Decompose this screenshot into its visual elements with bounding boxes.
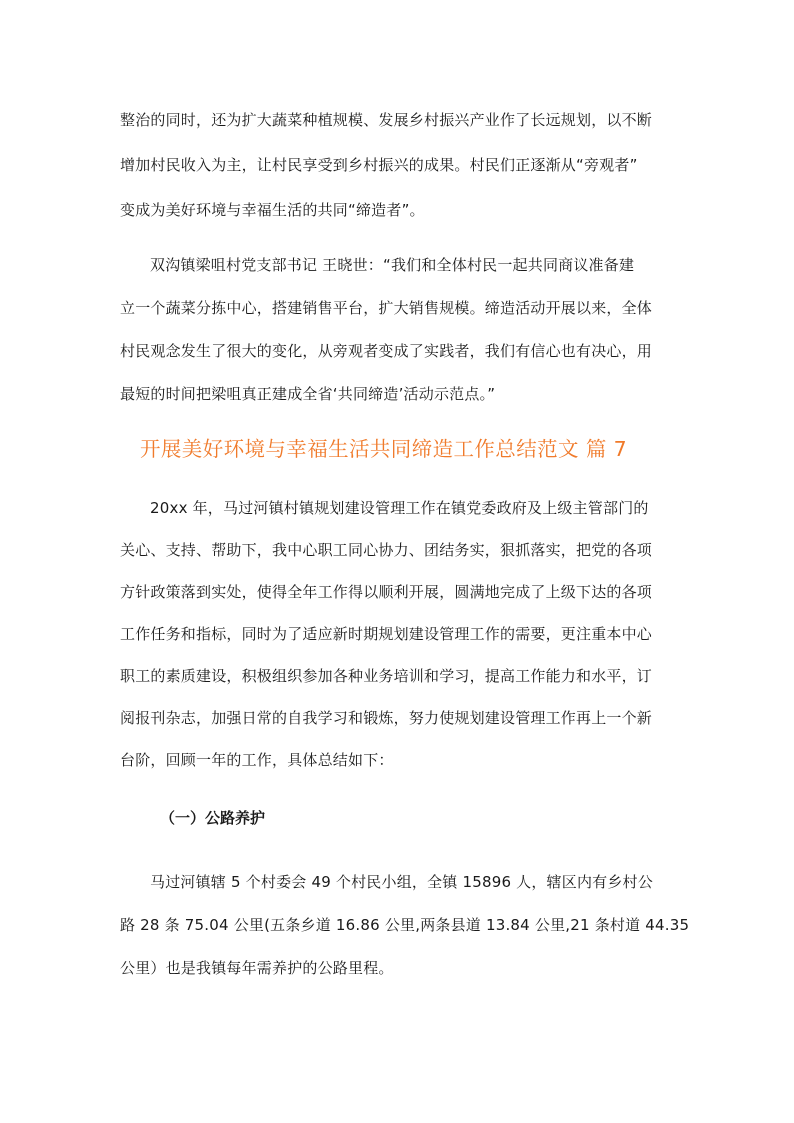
paragraph-line: 阅报刊杂志，加强日常的自我学习和锻炼，努力使规划建设管理工作再上一个新: [120, 709, 653, 727]
subheading-road-maintenance: （一）公路养护: [160, 809, 266, 827]
paragraph-1: [120, 110, 676, 245]
paragraph-line: 20xx 年，马过河镇村镇规划建设管理工作在镇党委政府及上级主管部门的: [150, 499, 649, 517]
paragraph-line: 变成为美好环境与幸福生活的共同“缔造者”。: [120, 201, 425, 219]
section-heading: 开展美好环境与幸福生活共同缔造工作总结范文 篇 7: [140, 437, 628, 461]
paragraph-4: [120, 872, 690, 1001]
paragraph-2: [120, 255, 676, 427]
paragraph-line: 台阶，回顾一年的工作，具体总结如下：: [120, 751, 394, 769]
paragraph-line: 方针政策落到实处，使得全年工作得以顺利开展，圆满地完成了上级下达的各项: [120, 583, 653, 601]
paragraph-line: 整治的同时，还为扩大蔬菜种植规模、发展乡村振兴产业作了长远规划，以不断: [120, 111, 653, 129]
paragraph-line: 马过河镇辖 5 个村委会 49 个村民小组，全镇 15896 人，辖区内有乡村公: [150, 873, 653, 891]
paragraph-line: 立一个蔬菜分拣中心，搭建销售平台，扩大销售规模。缔造活动开展以来，全体: [120, 299, 653, 317]
paragraph-line: 增加村民收入为主，让村民享受到乡村振兴的成果。村民们正逐渐从“旁观者”: [120, 156, 638, 174]
paragraph-line: 最短的时间把梁咀真正建成全省‘共同缔造’活动示范点。”: [120, 385, 496, 403]
paragraph-line: 职工的素质建设，积极组织参加各种业务培训和学习，提高工作能力和水平，订: [120, 667, 653, 685]
paragraph-line: 村民观念发生了很大的变化，从旁观者变成了实践者，我们有信心也有决心，用: [120, 342, 653, 360]
paragraph-line: 路 28 条 75.04 公里(五条乡道 16.86 公里,两条县道 13.84 公里,21 条村道 44.35: [120, 916, 690, 934]
paragraph-3: [120, 498, 676, 792]
paragraph-line: 关心、支持、帮助下，我中心职工同心协力、团结务实，狠抓落实，把党的各项: [120, 541, 653, 559]
paragraph-line: 工作任务和指标，同时为了适应新时期规划建设管理工作的需要，更注重本中心: [120, 625, 653, 643]
paragraph-line: 双沟镇梁咀村党支部书记 王晓世：“我们和全体村民一起共同商议准备建: [150, 256, 635, 274]
paragraph-line: 公里）也是我镇每年需养护的公路里程。: [120, 959, 394, 977]
